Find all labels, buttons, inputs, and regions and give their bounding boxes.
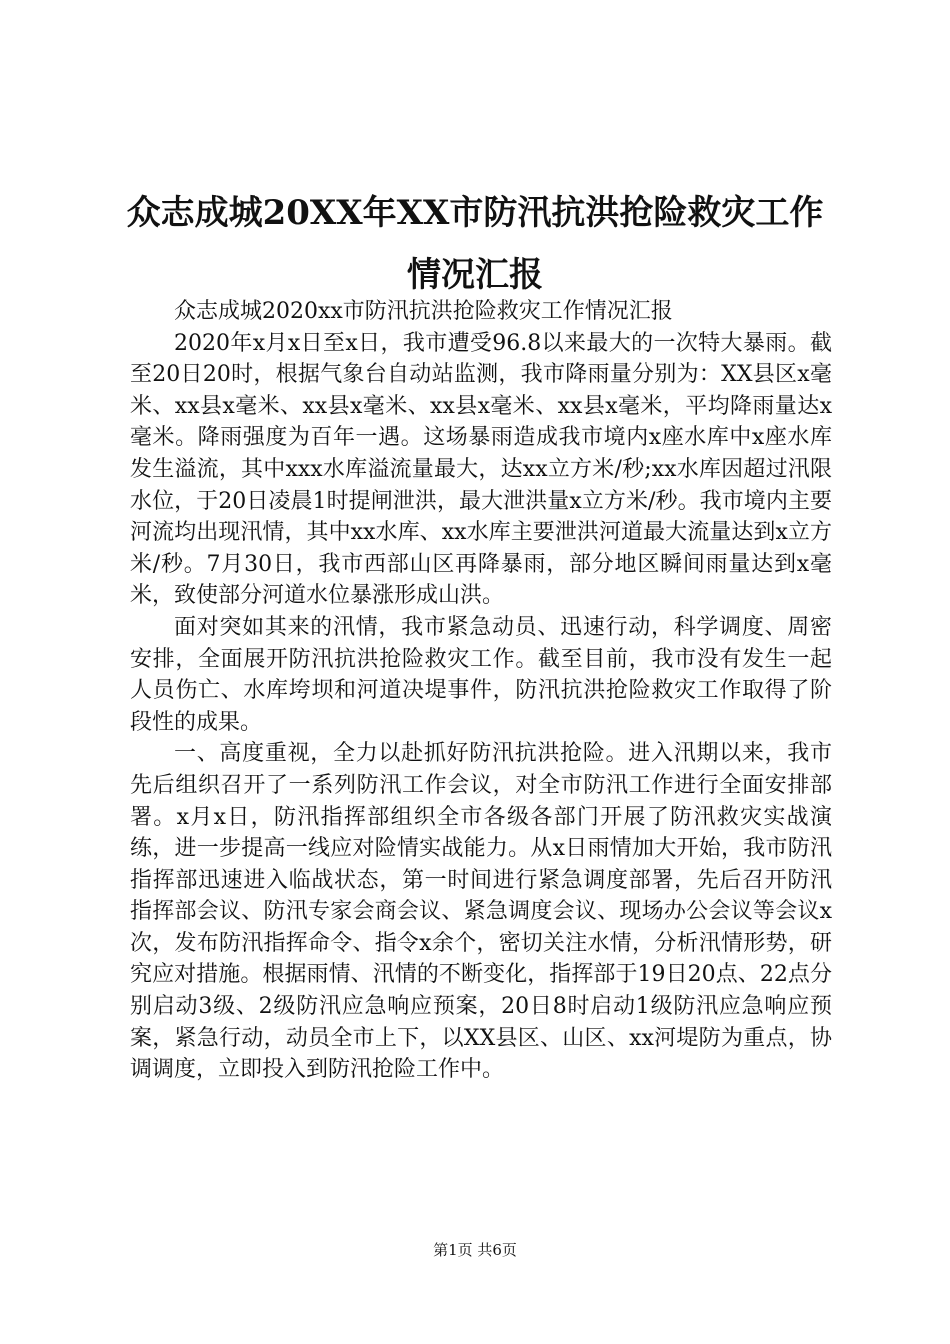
document-body bbox=[130, 296, 832, 1086]
page-number-footer: 第1页 共6页 bbox=[433, 1241, 517, 1259]
title-line-2: 情况汇报 bbox=[407, 255, 543, 295]
document-title bbox=[110, 182, 840, 306]
paragraph: 2020年x月x日至x日，我市遭受96.8以来最大的一次特大暴雨。截至20日20时，根据气象台自动站监测，我市降雨量分别为：XX县区x毫米、xx县x毫米、xx县x毫米、xx县x毫米、xx县x毫米，平均降雨量达x毫米。降雨强度为百年一遇。这场暴雨造成我市境内x座水库中x座水库发生溢流，其中xxx水库溢流量最大，达xx立方米/秒;xx水库因超过汛限水位，于20日凌晨1时提闸泄洪，最大泄洪量x立方米/秒。我市境内主要河流均出现汛情，其中xx水库、xx水库主要泄洪河道最大流量达到x立方米/秒。7月30日，我市西部山区再降暴雨，部分地区瞬间雨量达到x毫米，致使部分河道水位暴涨形成山洪。 bbox=[130, 330, 832, 609]
paragraph: 一、高度重视，全力以赴抓好防汛抗洪抢险。进入汛期以来，我市先后组织召开了一系列防汛工作会议，对全市防汛工作进行全面安排部署。x月x日，防汛指挥部组织全市各级各部门开展了防汛救灾实战演练，进一步提高一线应对险情实战能力。从x日雨情加大开始，我市防汛指挥部迅速进入临战状态，第一时间进行紧急调度部署，先后召开防汛指挥部会议、防汛专家会商会议、紧急调度会议、现场办公会议等会议x次，发布防汛指挥命令、指令x余个，密切关注水情，分析汛情形势，研究应对措施。根据雨情、汛情的不断变化，指挥部于19日20点、22点分别启动3级、2级防汛应急响应预案，20日8时启动1级防汛应急响应预案，紧急行动，动员全市上下，以XX县区、山区、xx河堤防为重点，协调调度，立即投入到防汛抢险工作中。 bbox=[130, 741, 832, 1083]
paragraph: 面对突如其来的汛情，我市紧急动员、迅速行动，科学调度、周密安排，全面展开防汛抗洪抢险救灾工作。截至目前，我市没有发生一起人员伤亡、水库垮坝和河道决堤事件，防汛抗洪抢险救灾工作取得了阶段性的成果。 bbox=[130, 614, 832, 735]
title-line-1: 众志成城20XX年XX市防汛抗洪抢险救灾工作 bbox=[126, 193, 824, 233]
paragraph-subtitle: 众志成城2020xx市防汛抗洪抢险救灾工作情况汇报 bbox=[174, 299, 673, 324]
